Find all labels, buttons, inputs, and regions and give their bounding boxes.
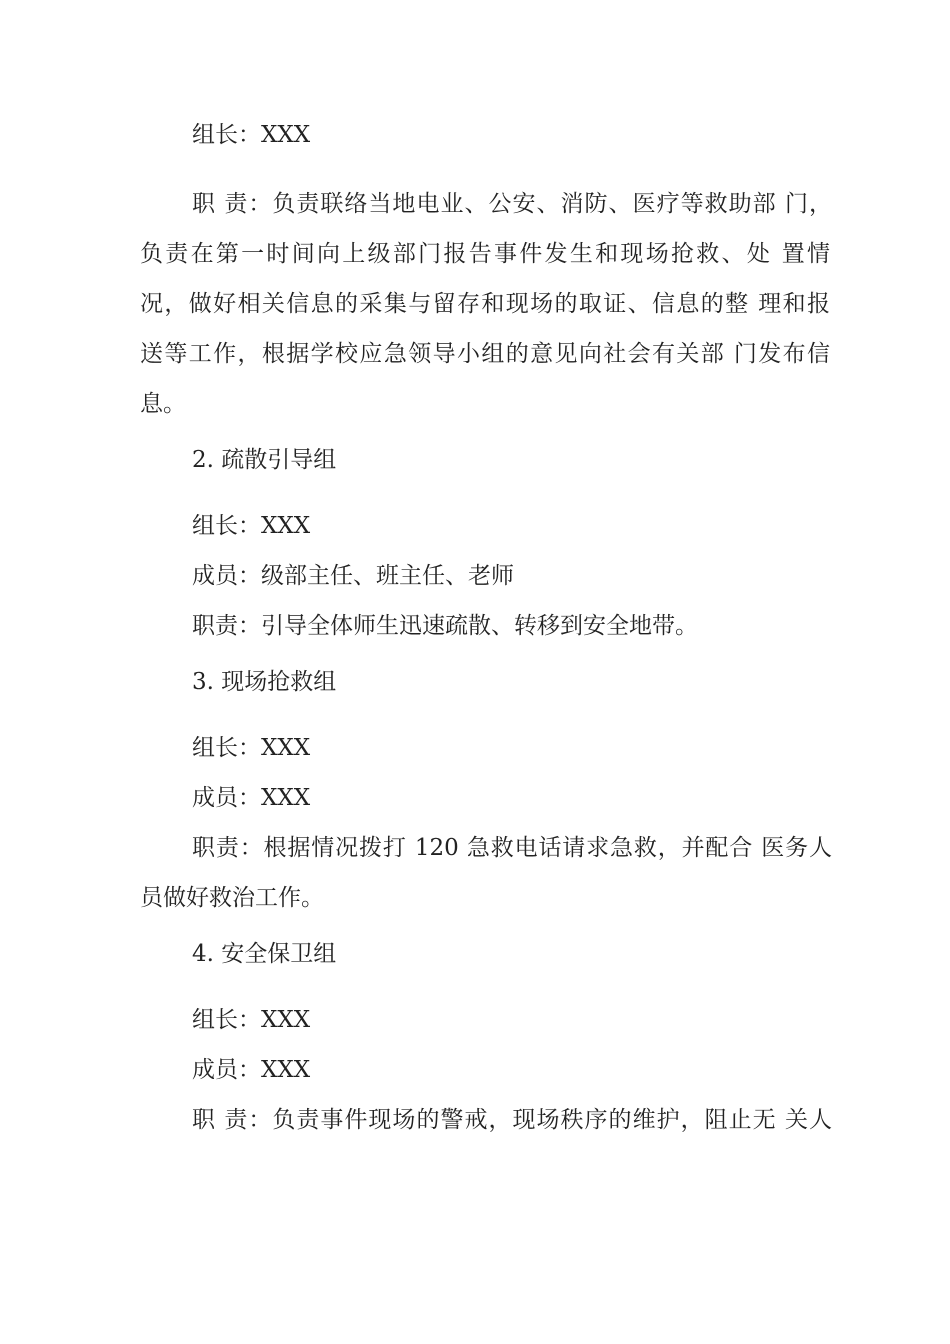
section-heading-rescue: 3. 现场抢救组	[192, 669, 337, 695]
group-leader-line: 组长：XXX	[192, 513, 311, 539]
duty-paragraph-line-1: 职 责：负责事件现场的警戒，现场秩序的维护，阻止无 关人	[192, 1107, 832, 1133]
duty-paragraph-line-3: 况，做好相关信息的采集与留存和现场的取证、信息的整 理和报	[140, 291, 830, 317]
section-heading-security: 4. 安全保卫组	[192, 941, 337, 967]
group-leader-line: 组长：XXX	[192, 122, 311, 148]
duty-line: 职责：引导全体师生迅速疏散、转移到安全地带。	[192, 613, 698, 639]
section-heading-evacuation: 2. 疏散引导组	[192, 447, 337, 473]
duty-paragraph-line-2: 员做好救治工作。	[140, 885, 324, 911]
duty-paragraph-line-5: 息。	[140, 391, 186, 417]
members-line: 成员：XXX	[192, 785, 311, 811]
members-line: 成员：XXX	[192, 1057, 311, 1083]
duty-paragraph-line-4: 送等工作，根据学校应急领导小组的意见向社会有关部 门发布信	[140, 341, 830, 367]
duty-paragraph-line-1: 职 责：负责联络当地电业、公安、消防、医疗等救助部 门，	[192, 191, 832, 217]
group-leader-line: 组长：XXX	[192, 1007, 311, 1033]
duty-paragraph-line-1: 职责：根据情况拨打 120 急救电话请求急救，并配合 医务人	[192, 835, 832, 861]
group-leader-line: 组长：XXX	[192, 735, 311, 761]
members-line: 成员：级部主任、班主任、老师	[192, 563, 514, 589]
duty-paragraph-line-2: 负责在第一时间向上级部门报告事件发生和现场抢救、处 置情	[140, 241, 830, 267]
